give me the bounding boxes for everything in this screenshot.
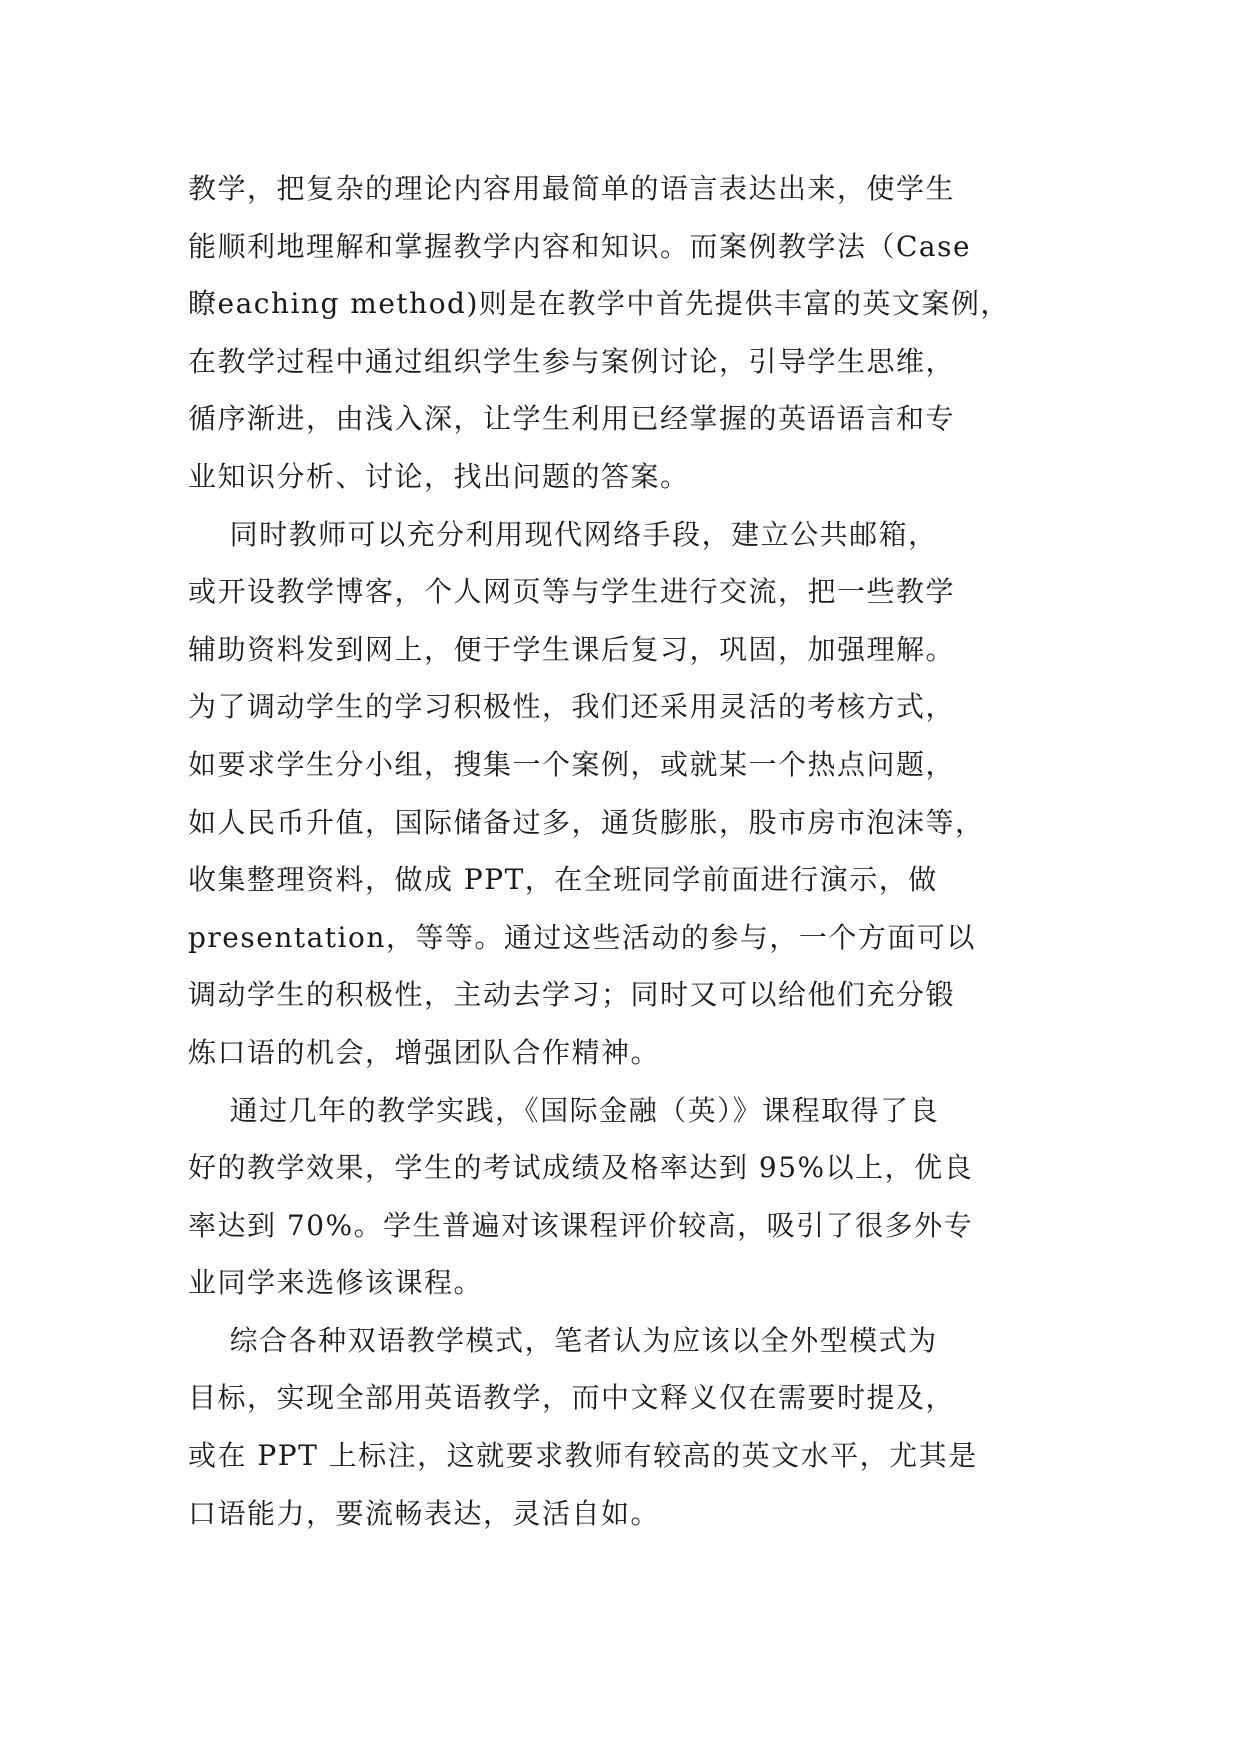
text-line: 通过几年的教学实践，《国际金融（英）》课程取得了良 [188,1093,940,1127]
text-line: 业同学来选修该课程。 [188,1266,484,1300]
text-line: 调动学生的积极性，主动去学习；同时又可以给他们充分锻 [188,978,956,1012]
text-line: 综合各种双语教学模式，笔者认为应该以全外型模式为 [188,1323,938,1357]
text-line: 为了调动学生的学习积极性，我们还采用灵活的考核方式， [188,690,956,724]
text-line: 或开设教学博客，个人网页等与学生进行交流，把一些教学 [188,575,956,609]
text-line: 或在 PPT 上标注，这就要求教师有较高的英文水平，尤其是 [188,1439,978,1473]
text-line: 业知识分析、讨论，找出问题的答案。 [188,459,690,493]
text-line: 辅助资料发到网上，便于学生课后复习，巩固，加强理解。 [188,632,956,666]
text-line: 目标，实现全部用英语教学，而中文释义仅在需要时提及， [188,1381,956,1415]
text-line: 能顺利地理解和掌握教学内容和知识。而案例教学法（Case [188,229,972,263]
text-line: 教学，把复杂的理论内容用最简单的语言表达出来，使学生 [188,172,956,205]
text-line: presentation，等等。通过这些活动的参与，一个方面可以 [188,920,976,954]
text-line: 如人民币升值，国际储备过多，通货膨胀，股市房市泡沫等， [188,805,985,839]
text-line: 同时教师可以充分利用现代网络手段，建立公共邮箱， [188,517,938,551]
text-line: 口语能力，要流畅表达，灵活自如。 [188,1496,661,1530]
text-line: 收集整理资料，做成 PPT，在全班同学前面进行演示，做 [188,863,938,897]
text-line: 炼口语的机会，增强团队合作精神。 [188,1035,661,1069]
text-line: 率达到 70%。学生普遍对该课程评价较高，吸引了很多外专 [188,1208,974,1242]
text-line: 循序渐进，由浅入深，让学生利用已经掌握的英语语言和专 [188,402,956,436]
text-line: 好的教学效果，学生的考试成绩及格率达到 95%以上，优良 [188,1151,974,1185]
text-line: 瞭eaching method)则是在教学中首先提供丰富的英文案例， [188,287,1010,321]
body-text [188,160,1088,1542]
text-line: 在教学过程中通过组织学生参与案例讨论，引导学生思维， [188,344,956,378]
text-line: 如要求学生分小组，搜集一个案例，或就某一个热点问题， [188,747,956,781]
